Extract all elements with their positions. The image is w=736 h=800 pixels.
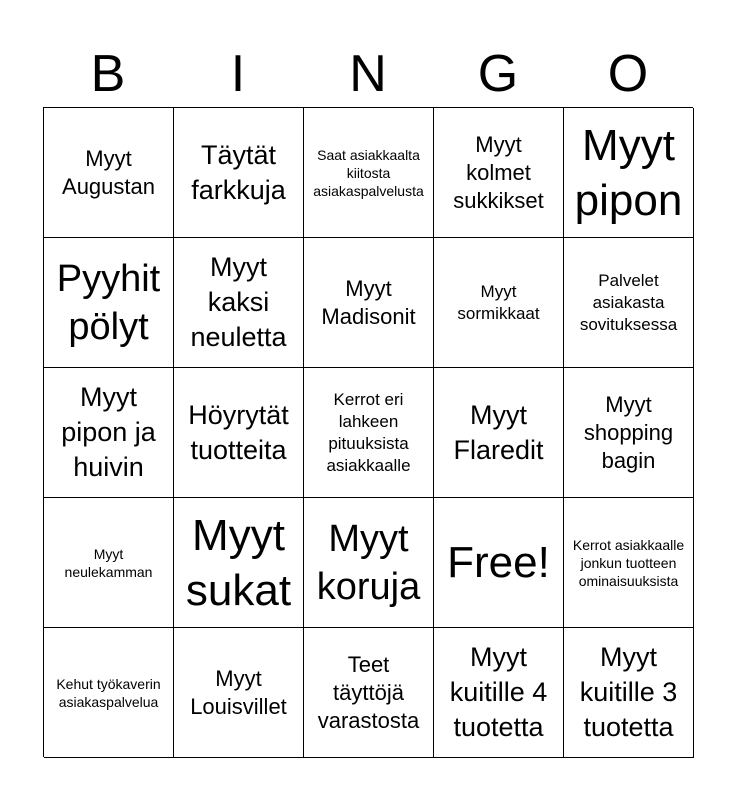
bingo-cell[interactable]	[564, 628, 694, 758]
header-letter-b: B	[90, 45, 126, 103]
cell-text: Palvelet asiakasta sovituksessa	[579, 270, 678, 334]
bingo-grid	[43, 107, 693, 757]
cell-text: Pyyhit pölyt	[56, 257, 161, 348]
cell-text: Myyt kolmet sukkikset	[453, 131, 544, 213]
header-letter-o: O	[607, 45, 649, 103]
cell-text: Myyt kaksi neuletta	[190, 252, 287, 352]
header-letter-n: N	[349, 45, 387, 103]
header-letter-i: I	[230, 45, 246, 103]
cell-text: Myyt sormikkaat	[457, 281, 540, 323]
cell-text: Teet täyttöjä varastosta	[317, 651, 420, 733]
bingo-cell[interactable]	[44, 628, 174, 758]
bingo-cell[interactable]	[434, 368, 564, 498]
bingo-cell[interactable]	[44, 368, 174, 498]
bingo-header	[43, 40, 693, 108]
bingo-cell[interactable]	[434, 238, 564, 368]
bingo-cell[interactable]	[564, 498, 694, 628]
header-letter-g: G	[477, 45, 519, 103]
bingo-cell[interactable]	[304, 498, 434, 628]
free-space-cell[interactable]	[434, 498, 564, 628]
cell-text: Myyt Madisonit	[321, 275, 416, 329]
cell-text: Täytät farkkuja	[191, 139, 286, 205]
bingo-cell[interactable]	[304, 628, 434, 758]
bingo-cell[interactable]	[434, 628, 564, 758]
cell-text: Myyt kuitille 4 tuotetta	[449, 642, 548, 742]
bingo-cell[interactable]	[174, 498, 304, 628]
bingo-cell[interactable]	[564, 108, 694, 238]
cell-text: Myyt Flaredit	[453, 399, 544, 465]
bingo-cell[interactable]	[174, 628, 304, 758]
bingo-cell[interactable]	[174, 368, 304, 498]
bingo-cell[interactable]	[44, 238, 174, 368]
cell-text: Myyt sukat	[185, 510, 292, 615]
cell-text: Kehut työkaverin asiakaspalvelua	[56, 675, 161, 710]
bingo-cell[interactable]	[304, 368, 434, 498]
cell-text: Höyrytät tuotteita	[188, 399, 289, 465]
bingo-cell[interactable]	[44, 108, 174, 238]
cell-text: Myyt pipon	[574, 120, 683, 225]
cell-text: Myyt neulekamman	[64, 545, 153, 580]
free-space-label: Free!	[447, 538, 550, 587]
cell-text: Myyt shopping bagin	[583, 391, 674, 473]
bingo-cell[interactable]	[304, 238, 434, 368]
bingo-cell[interactable]	[174, 108, 304, 238]
bingo-cell[interactable]	[434, 108, 564, 238]
cell-text: Myyt koruja	[316, 517, 421, 608]
bingo-cell[interactable]	[304, 108, 434, 238]
cell-text: Myyt Louisvillet	[190, 665, 287, 719]
cell-text: Myyt pipon ja huivin	[61, 382, 156, 482]
cell-text: Kerrot asiakkaalle jonkun tuotteen ominaisuuksista	[572, 536, 685, 589]
bingo-cell[interactable]	[564, 368, 694, 498]
bingo-cell[interactable]	[44, 498, 174, 628]
bingo-cell[interactable]	[174, 238, 304, 368]
cell-text: Myyt kuitille 3 tuotetta	[579, 642, 678, 742]
bingo-cell[interactable]	[564, 238, 694, 368]
cell-text: Saat asiakkaalta kiitosta asiakaspalvelusta	[313, 146, 424, 199]
cell-text: Kerrot eri lahkeen pituuksista asiakkaalle	[326, 389, 411, 475]
cell-text: Myyt Augustan	[62, 145, 155, 199]
